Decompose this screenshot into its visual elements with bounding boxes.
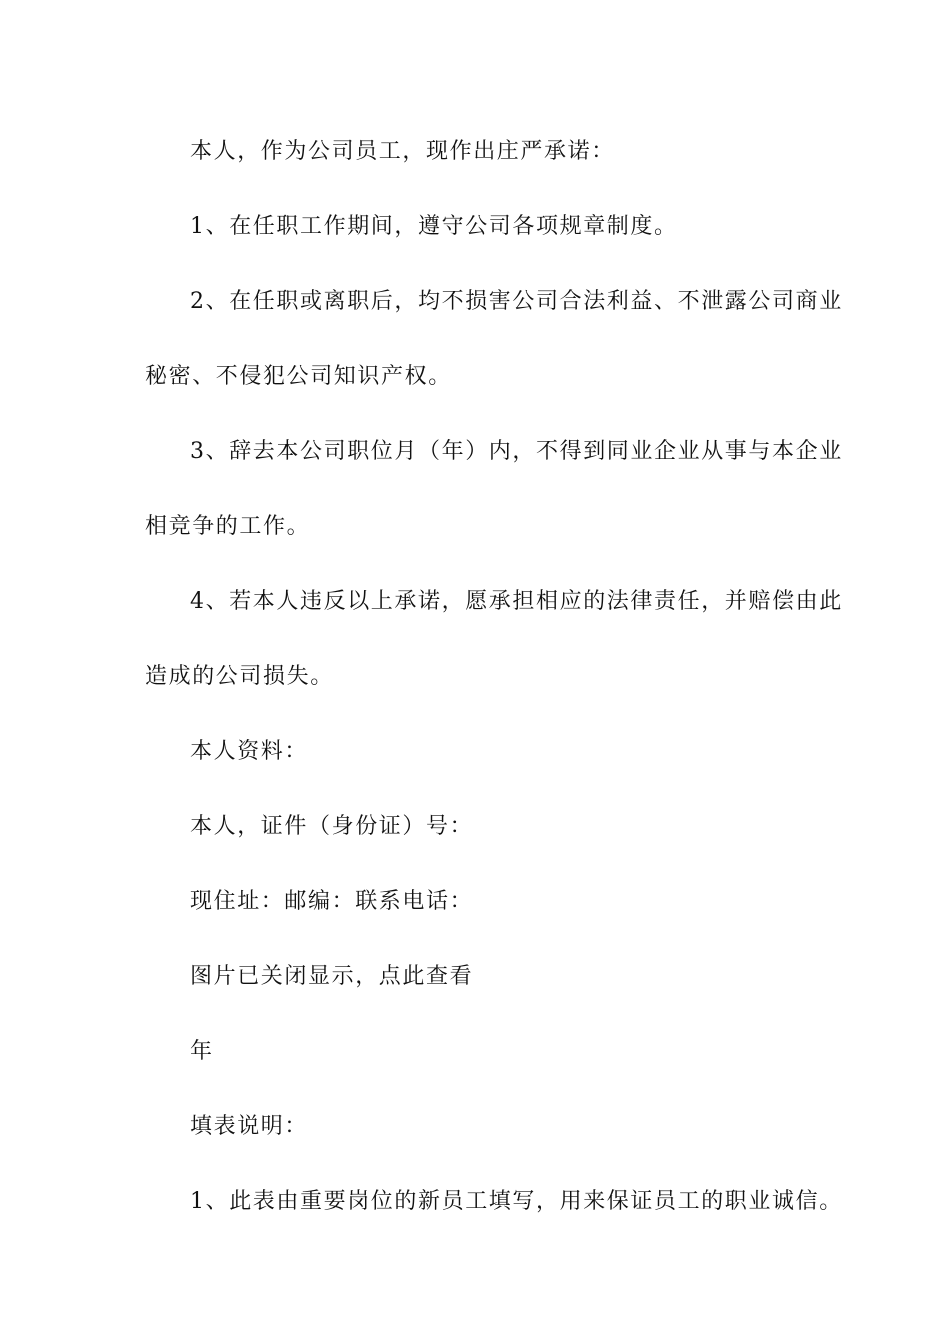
instructions-item-1: 1、此表由重要岗位的新员工填写，用来保证员工的职业诚信。 [190,1189,843,1214]
year-label: 年 [190,1039,214,1064]
commitment-item-1: 1、在任职工作期间，遵守公司各项规章制度。 [190,214,678,239]
commitment-item-2-line-2: 秘密、不侵犯公司知识产权。 [145,364,452,389]
instructions-heading: 填表说明： [190,1114,309,1139]
image-hidden-link[interactable]: 图片已关闭显示，点此查看 [190,964,474,989]
id-number-field: 本人，证件（身份证）号： [190,814,474,839]
commitment-item-3-line-1: 3、辞去本公司职位月（年）内，不得到同业企业从事与本企业 [190,439,843,464]
commitment-item-3-line-2: 相竞争的工作。 [145,514,311,539]
address-contact-field: 现住址：邮编：联系电话： [190,889,474,914]
commitment-item-4-line-1: 4、若本人违反以上承诺，愿承担相应的法律责任，并赔偿由此 [190,589,843,614]
commitment-item-2-line-1: 2、在任职或离职后，均不损害公司合法利益、不泄露公司商业 [190,289,843,314]
personal-info-heading: 本人资料： [190,739,309,764]
commitment-intro: 本人，作为公司员工，现作出庄严承诺： [190,139,615,164]
commitment-item-4-line-2: 造成的公司损失。 [145,664,334,689]
